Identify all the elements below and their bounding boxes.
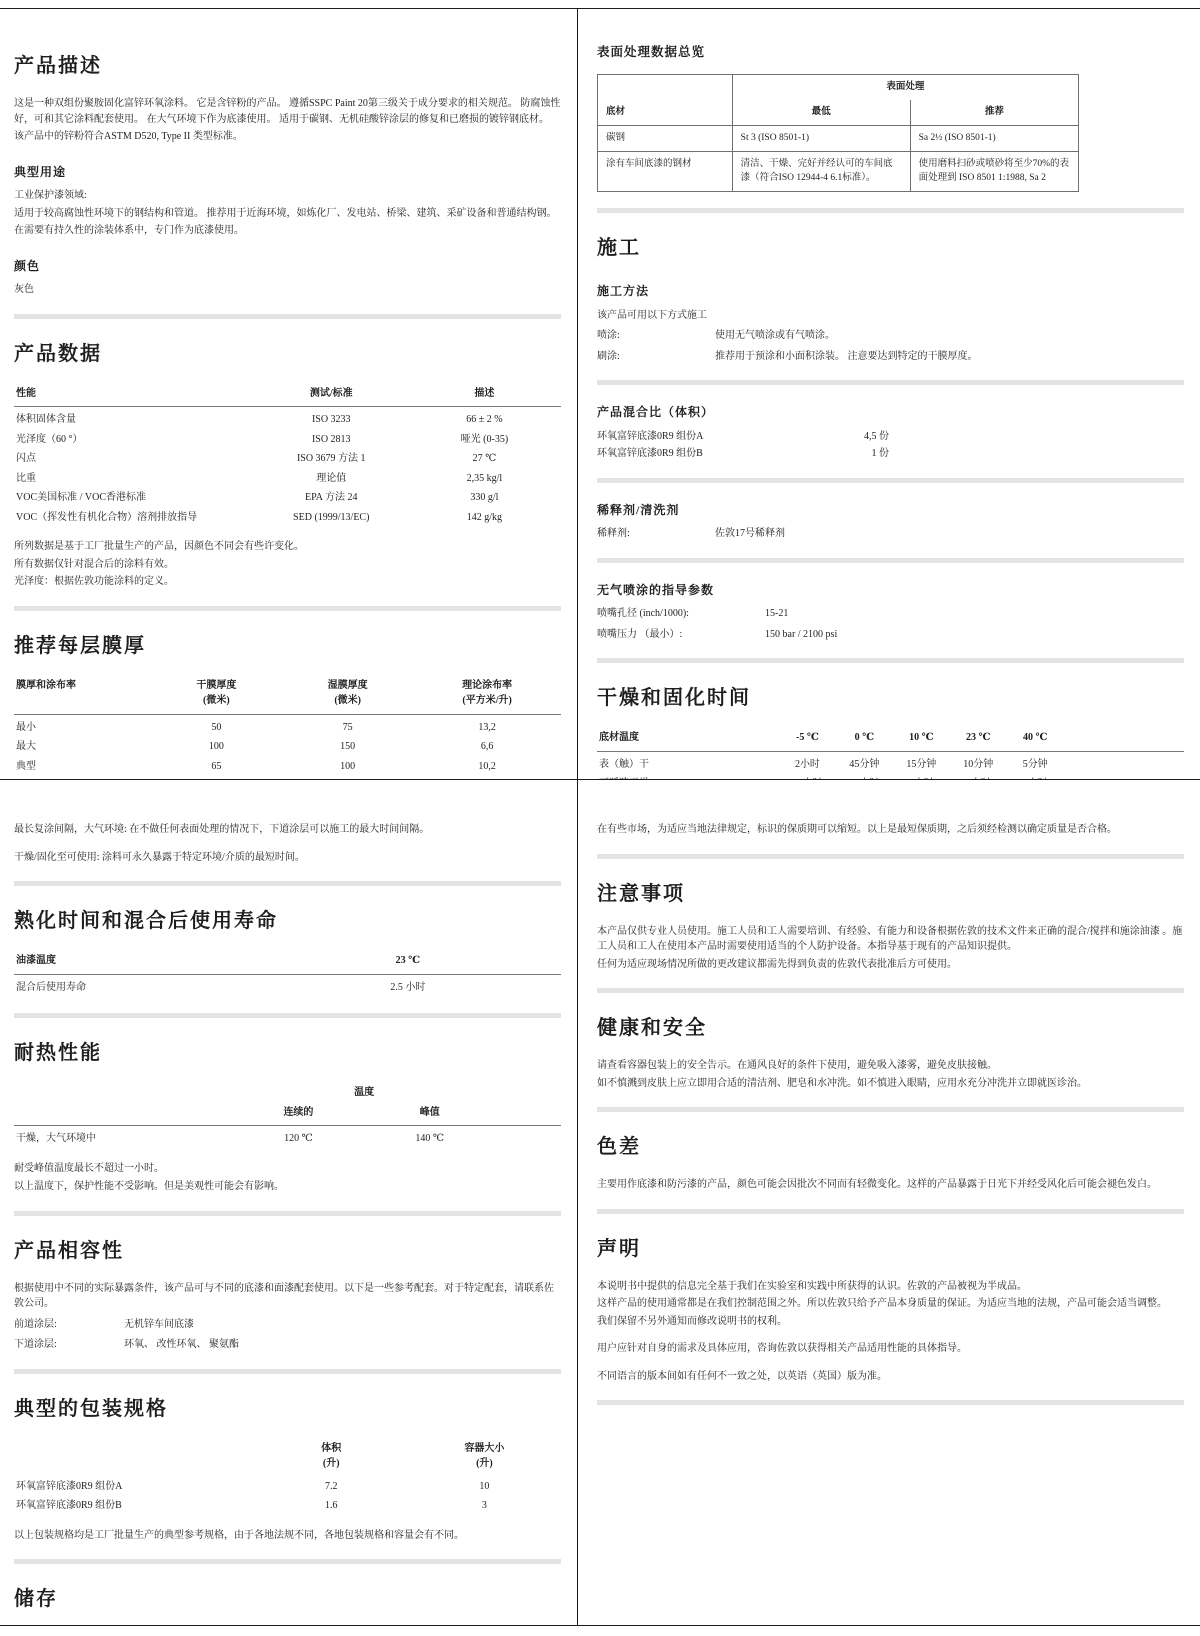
health-safety-line: 请查看容器包装上的安全告示。在通风良好的条件下使用，避免吸入漆雾，避免皮肤接触。 xyxy=(597,1060,997,1071)
empty-cell xyxy=(495,1103,561,1126)
section-divider xyxy=(14,881,561,886)
column-header: 23 ℃ xyxy=(950,728,1007,751)
method-value: 推荐用于预涂和小面积涂装。 注意要达到特定的干膜厚度。 xyxy=(715,350,978,362)
cell: 66 ± 2 % xyxy=(466,414,503,426)
application-title: 施工 xyxy=(597,236,641,259)
section-divider xyxy=(14,1559,561,1564)
cell: Sa 2½ (ISO 8501-1) xyxy=(910,125,1078,151)
color-variation-title: 色差 xyxy=(597,1136,641,1158)
film-thickness-table xyxy=(14,676,561,777)
column-header: -5 ℃ xyxy=(779,728,836,751)
table-header-row xyxy=(14,1439,561,1474)
film-thickness-title: 推荐每层膜厚 xyxy=(14,634,146,657)
airless-value: 150 bar / 2100 psi xyxy=(765,628,838,640)
cell: 142 g/kg xyxy=(466,511,503,523)
cell: 最大 xyxy=(16,741,36,753)
cell: 5分钟 xyxy=(1022,758,1048,770)
column-header xyxy=(408,1439,561,1474)
compatibility-title: 产品相容性 xyxy=(14,1239,124,1262)
component-value: 1 份 xyxy=(871,448,889,460)
coat-value: 无机锌车间底漆 xyxy=(124,1318,194,1330)
column-header: 油漆温度 xyxy=(14,951,331,974)
column-header: 10 ℃ xyxy=(893,728,950,751)
column-header: 最低 xyxy=(732,100,910,125)
table-row xyxy=(598,125,1079,151)
cell: VOC美国标准 / VOC香港标准 xyxy=(16,492,147,504)
cell: 环氧富锌底漆0R9 组份A xyxy=(16,1480,123,1492)
product-data-table xyxy=(14,384,561,528)
thinner-label: 稀释剂: xyxy=(597,528,630,540)
cell: 13,2 xyxy=(478,721,496,733)
empty-cell xyxy=(484,951,561,974)
potlife-title: 熟化时间和混合后使用寿命 xyxy=(14,910,278,932)
cell: 3 xyxy=(481,1500,487,1511)
note-line: 所有数据仅针对混合后的涂料有效。 xyxy=(14,558,174,570)
empty-cell xyxy=(14,1103,233,1126)
method-label: 刷涂: xyxy=(597,350,620,362)
empty-cell xyxy=(598,75,733,100)
airless-title: 无气喷涂的指导参数 xyxy=(597,582,715,597)
application-method-row xyxy=(597,328,1184,344)
page-frame xyxy=(0,8,1200,1626)
product-data-notes xyxy=(14,539,561,590)
column-header-unit: (升) xyxy=(322,1458,340,1469)
recoat-note: 最长复涂间隔，大气环境: 在不做任何表面处理的情况下，下道涂层可以施工的最大时间间隔。 xyxy=(14,824,430,835)
cell: 6,6 xyxy=(480,741,494,753)
section-divider xyxy=(597,478,1184,483)
section-divider xyxy=(597,988,1184,993)
color-title: 颜色 xyxy=(14,258,41,273)
cell: 环氧富锌底漆0R9 组份B xyxy=(16,1500,122,1511)
heat-resistance-title: 耐热性能 xyxy=(14,1042,102,1064)
column-header: 连续的 xyxy=(233,1103,364,1126)
airless-row xyxy=(597,627,1184,643)
cell: 混合后使用寿命 xyxy=(16,981,86,993)
section-divider xyxy=(14,1211,561,1216)
drying-title: 干燥和固化时间 xyxy=(597,687,751,710)
cell: ISO 2813 xyxy=(311,433,351,445)
drying-table xyxy=(597,728,1184,780)
note-line: 以上温度下，保护性能不受影响。但是美观性可能会有影响。 xyxy=(14,1181,284,1192)
section-divider xyxy=(597,854,1184,859)
column-header xyxy=(282,676,413,715)
column-header: 23 ℃ xyxy=(331,951,484,974)
disclaimer-paragraph: 不同语言的版本间如有任何不一致之处，以英语（英国）版为准。 xyxy=(597,1370,887,1382)
column-header xyxy=(255,1439,408,1474)
component-label: 环氧富锌底漆0R9 组份B xyxy=(597,448,703,460)
mixing-row xyxy=(597,446,889,462)
disclaimer-title: 声明 xyxy=(597,1237,641,1260)
section-divider xyxy=(597,658,1184,663)
cell: 75 xyxy=(342,721,353,733)
column-header: 性能 xyxy=(14,384,255,407)
group-header: 温度 xyxy=(354,1087,375,1098)
cell: EPA 方法 24 xyxy=(305,492,358,504)
cell: 45分钟 xyxy=(849,758,880,770)
cell: 使用磨料扫砂或喷砂将至少70%的表面处理到 ISO 8501 1:1988, Sa 2 xyxy=(910,151,1078,191)
cell: 100 xyxy=(340,760,356,772)
table-row xyxy=(14,737,561,757)
color-value: 灰色 xyxy=(14,284,34,296)
table-header-row xyxy=(597,728,1184,751)
section-divider xyxy=(14,1369,561,1374)
cell: 2小时 xyxy=(794,758,820,770)
cell: 150 xyxy=(340,741,356,753)
column-header: 测试/标准 xyxy=(255,384,408,407)
caution-line: 本产品仅供专业人员使用。施工人员和工人需要培训、有经验、有能力和设备根据佐敦的技术文件来正确的混合/搅拌和施涂油漆 。施工人员和工人在使用本产品时需要使用适当的个人防护设备。本指导基于现有的产品知识提供。 xyxy=(597,925,1183,952)
cell: 典型 xyxy=(16,760,36,772)
cell: 10 xyxy=(479,1480,490,1492)
cell: 120 ℃ xyxy=(284,1133,313,1144)
disclaimer-line: 这样产品的使用通常都是在我们控制范围之外。所以佐敦只给予产品本身质量的保证。为适应当地的法规，产品可能会适当调整。 xyxy=(597,1298,1167,1309)
table-row xyxy=(14,757,561,777)
product-description-line: 该产品中的锌粉符合ASTM D520, Type II 类型标准。 xyxy=(14,131,243,142)
column-header-unit: (微米) xyxy=(334,695,361,707)
table-row xyxy=(14,449,561,469)
column-header xyxy=(413,676,561,715)
table-row xyxy=(597,751,1184,774)
cell: 表（触）干 xyxy=(599,758,649,770)
cell: 10分钟 xyxy=(963,758,994,770)
column-header xyxy=(151,676,282,715)
coat-label: 下道涂层: xyxy=(14,1339,57,1350)
empty-cell xyxy=(495,1126,561,1149)
cell: 闪点 xyxy=(16,453,36,465)
column-header: 膜厚和涂布率 xyxy=(14,676,151,715)
cell: 涂有车间底漆的钢材 xyxy=(598,151,733,191)
disclaimer-line: 我们保留不另外通知而修改说明书的权利。 xyxy=(597,1315,787,1327)
table-row xyxy=(14,488,561,508)
cell: 2,35 kg/l xyxy=(466,472,503,484)
section-divider xyxy=(14,314,561,319)
compatibility-row xyxy=(14,1337,561,1353)
market-note: 在有些市场，为适应当地法律规定，标识的保质期可以缩短。以上是最短保质期，之后须经检测以确定质量是否合格。 xyxy=(597,824,1117,835)
cell: 7.2 xyxy=(325,1480,338,1492)
packaging-notes xyxy=(14,1528,561,1544)
caution-title: 注意事项 xyxy=(597,882,685,905)
cell: 清洁、干燥、完好并经认可的车间底漆（符合ISO 12944-4 6.1标准）。 xyxy=(732,151,910,191)
cell: 比重 xyxy=(16,472,36,484)
typical-use-line: 在需要有持久性的涂装体系中，专门作为底漆使用。 xyxy=(14,225,244,237)
cell: ISO 3233 xyxy=(311,414,351,426)
cell: 100 xyxy=(208,741,224,753)
section-divider xyxy=(597,1209,1184,1214)
cell: 1.6 xyxy=(325,1500,338,1511)
table-row xyxy=(598,151,1079,191)
storage-title: 储存 xyxy=(14,1588,58,1610)
column-header-label: 湿膜厚度 xyxy=(327,679,368,691)
health-safety-title: 健康和安全 xyxy=(597,1017,707,1039)
table-row xyxy=(14,508,561,528)
cell: SED (1999/13/EC) xyxy=(293,511,370,523)
table-row xyxy=(14,714,561,737)
section-divider xyxy=(597,558,1184,563)
empty-cell xyxy=(14,1439,255,1474)
cell: 体积固体含量 xyxy=(16,414,76,426)
table-header-row xyxy=(598,100,1079,125)
color-variation-text: 主要用作底漆和防污漆的产品，颜色可能会因批次不同而有轻微变化。这样的产品暴露于日光下并经受风化后可能会褪色发白。 xyxy=(597,1179,1157,1190)
disclaimer-line: 本说明书中提供的信息完全基于我们在实验室和实践中所获得的认识。佐敦的产品被视为半成品。 xyxy=(597,1280,1027,1292)
table-header-row xyxy=(14,1103,561,1126)
disclaimer-paragraph: 用户应针对自身的需求及具体应用，咨询佐敦以获得相关产品适用性能的具体指导。 xyxy=(597,1343,967,1354)
table-row xyxy=(14,974,561,997)
empty-cell xyxy=(1064,751,1184,774)
coat-value: 环氧、 改性环氧、 聚氨酯 xyxy=(124,1339,239,1350)
table-group-header-row xyxy=(14,1083,561,1103)
table-header-row xyxy=(14,676,561,715)
table-row xyxy=(14,1126,561,1149)
cell: 50 xyxy=(211,721,222,733)
packaging-title: 典型的包装规格 xyxy=(14,1397,168,1420)
airless-label: 喷嘴压力 （最小）: xyxy=(597,628,683,640)
cell: 140 ℃ xyxy=(415,1133,445,1144)
cell: 65 xyxy=(211,760,222,772)
product-description-title: 产品描述 xyxy=(14,55,102,77)
cell: VOC（挥发性有机化合物）溶剂排放指导 xyxy=(16,511,198,523)
empty-cell xyxy=(495,1083,561,1103)
column-header: 0 ℃ xyxy=(836,728,893,751)
empty-cell xyxy=(1064,728,1184,751)
method-label: 喷涂: xyxy=(597,330,620,342)
note-line: 耐受峰值温度最长不超过一小时。 xyxy=(14,1162,164,1174)
column-header-label: 理论涂布率 xyxy=(462,679,513,691)
prep-overview-table xyxy=(597,74,1079,192)
section-divider xyxy=(597,1107,1184,1112)
column-header: 底材温度 xyxy=(597,728,779,751)
table-header-row xyxy=(14,384,561,407)
caution-line: 任何为适应现场情况所做的更改建议都需先得到负责的佐敦代表批准后方可使用。 xyxy=(597,958,957,970)
column-header: 底材 xyxy=(598,100,733,125)
airless-row xyxy=(597,606,1184,622)
table-row xyxy=(14,469,561,489)
cell: 最小 xyxy=(16,721,36,733)
column-header-label: 干膜厚度 xyxy=(196,679,237,691)
method-value: 使用无气喷涂或有气喷涂。 xyxy=(715,330,835,342)
table-header-row xyxy=(14,951,561,974)
heat-notes xyxy=(14,1161,561,1195)
recoat-note: 干燥/固化至可使用: 涂料可永久暴露于特定环境/介质的最短时间。 xyxy=(14,851,305,863)
empty-cell xyxy=(484,974,561,997)
column-header: 推荐 xyxy=(910,100,1078,125)
section-bottom-left xyxy=(0,780,578,1625)
table-group-header-row xyxy=(598,75,1079,100)
cell: 哑光 (0-35) xyxy=(460,433,509,445)
heat-resistance-table xyxy=(14,1083,561,1149)
cell: 2.5 小时 xyxy=(390,981,426,993)
potlife-table xyxy=(14,951,561,997)
cell: St 3 (ISO 8501-1) xyxy=(732,125,910,151)
cell: ISO 3679 方法 1 xyxy=(296,453,366,465)
note-line: 光泽度：根据佐敦功能涂料的定义。 xyxy=(14,576,174,588)
application-method-row xyxy=(597,349,1184,365)
column-header-unit: (平方米/升) xyxy=(462,695,512,707)
cell: 330 g/l xyxy=(470,492,499,504)
column-header-unit: (微米) xyxy=(203,695,230,707)
section-top-right xyxy=(578,9,1200,780)
section-divider xyxy=(597,380,1184,385)
table-row xyxy=(14,1496,561,1516)
column-header-label: 体积 xyxy=(321,1442,342,1454)
compatibility-row xyxy=(14,1317,561,1333)
typical-use-line: 工业保护漆领域: xyxy=(14,190,87,202)
typical-use-line: 适用于较高腐蚀性环境下的钢结构和管道。 推荐用于近海环境，如炼化厂、发电站、桥梁、建筑、采矿设备和普通结构钢。 xyxy=(14,207,557,219)
section-divider xyxy=(597,208,1184,213)
cell: 10,2 xyxy=(478,760,496,772)
mixing-row xyxy=(597,429,889,445)
section-divider xyxy=(14,606,561,611)
cell: 27 ℃ xyxy=(472,453,497,465)
cell: 15分钟 xyxy=(906,758,937,770)
application-method-title: 施工方法 xyxy=(597,283,650,298)
cell: 光泽度（60 °） xyxy=(16,433,83,445)
column-header-unit: (升) xyxy=(476,1458,493,1469)
airless-label: 喷嘴孔径 (inch/1000): xyxy=(597,608,689,620)
column-header: 40 ℃ xyxy=(1007,728,1064,751)
table-row xyxy=(14,407,561,430)
empty-cell xyxy=(14,1083,233,1103)
note-line: 所列数据是基于工厂批量生产的产品，因颜色不同会有些许变化。 xyxy=(14,541,304,553)
table-row xyxy=(14,1474,561,1497)
cell: 碳钢 xyxy=(606,132,626,143)
cell: 干燥，大气环境中 xyxy=(16,1133,96,1144)
column-header: 描述 xyxy=(408,384,561,407)
thinner-value: 佐敦17号稀释剂 xyxy=(715,528,785,540)
section-divider xyxy=(14,1013,561,1018)
component-label: 环氧富锌底漆0R9 组份A xyxy=(597,430,704,442)
compatibility-intro: 根据使用中不同的实际暴露条件，该产品可与不同的底漆和面漆配套使用。以下是一些参考配套。对于特定配套，请联系佐敦公司。 xyxy=(14,1282,554,1309)
application-intro: 该产品可用以下方式施工 xyxy=(597,309,707,321)
thinner-row xyxy=(597,526,1184,542)
column-header-label: 容器大小 xyxy=(464,1442,505,1454)
section-top-left xyxy=(0,9,578,780)
product-data-title: 产品数据 xyxy=(14,342,102,365)
thinner-title: 稀释剂/清洗剂 xyxy=(597,502,680,517)
airless-value: 15-21 xyxy=(765,608,789,620)
packaging-table xyxy=(14,1439,561,1516)
mixing-title: 产品混合比（体积） xyxy=(597,405,715,420)
prep-overview-title: 表面处理数据总览 xyxy=(597,45,706,59)
health-safety-line: 如不慎溅到皮肤上应立即用合适的清洁剂、肥皂和水冲洗。如不慎进入眼睛，应用水充分冲洗并立即就医诊治。 xyxy=(597,1077,1087,1089)
column-header: 峰值 xyxy=(364,1103,495,1126)
group-header: 表面处理 xyxy=(732,75,1078,100)
section-bottom-right xyxy=(578,780,1200,1625)
component-value: 4,5 份 xyxy=(864,430,889,442)
note-line: 以上包装规格均是工厂批量生产的典型参考规格，由于各地法规不同，各地包装规格和容量会有不同。 xyxy=(14,1529,464,1541)
product-description-line: 这是一种双组份聚胺固化富锌环氧涂料。 它是含锌粉的产品。 遵循SSPC Paint 20第三级关于成分要求的相关规范。 防腐蚀性好，可和其它涂料配套使用。 在大气环境下作为底漆使用。 适用于碳钢、无机硅酸锌涂层的修复和已磨损的镀锌钢底材。 xyxy=(14,98,561,125)
cell: 理论值 xyxy=(316,472,347,484)
table-row xyxy=(14,430,561,450)
typical-use-title: 典型用途 xyxy=(14,164,67,179)
section-divider xyxy=(597,1400,1184,1405)
coat-label: 前道涂层: xyxy=(14,1318,57,1330)
